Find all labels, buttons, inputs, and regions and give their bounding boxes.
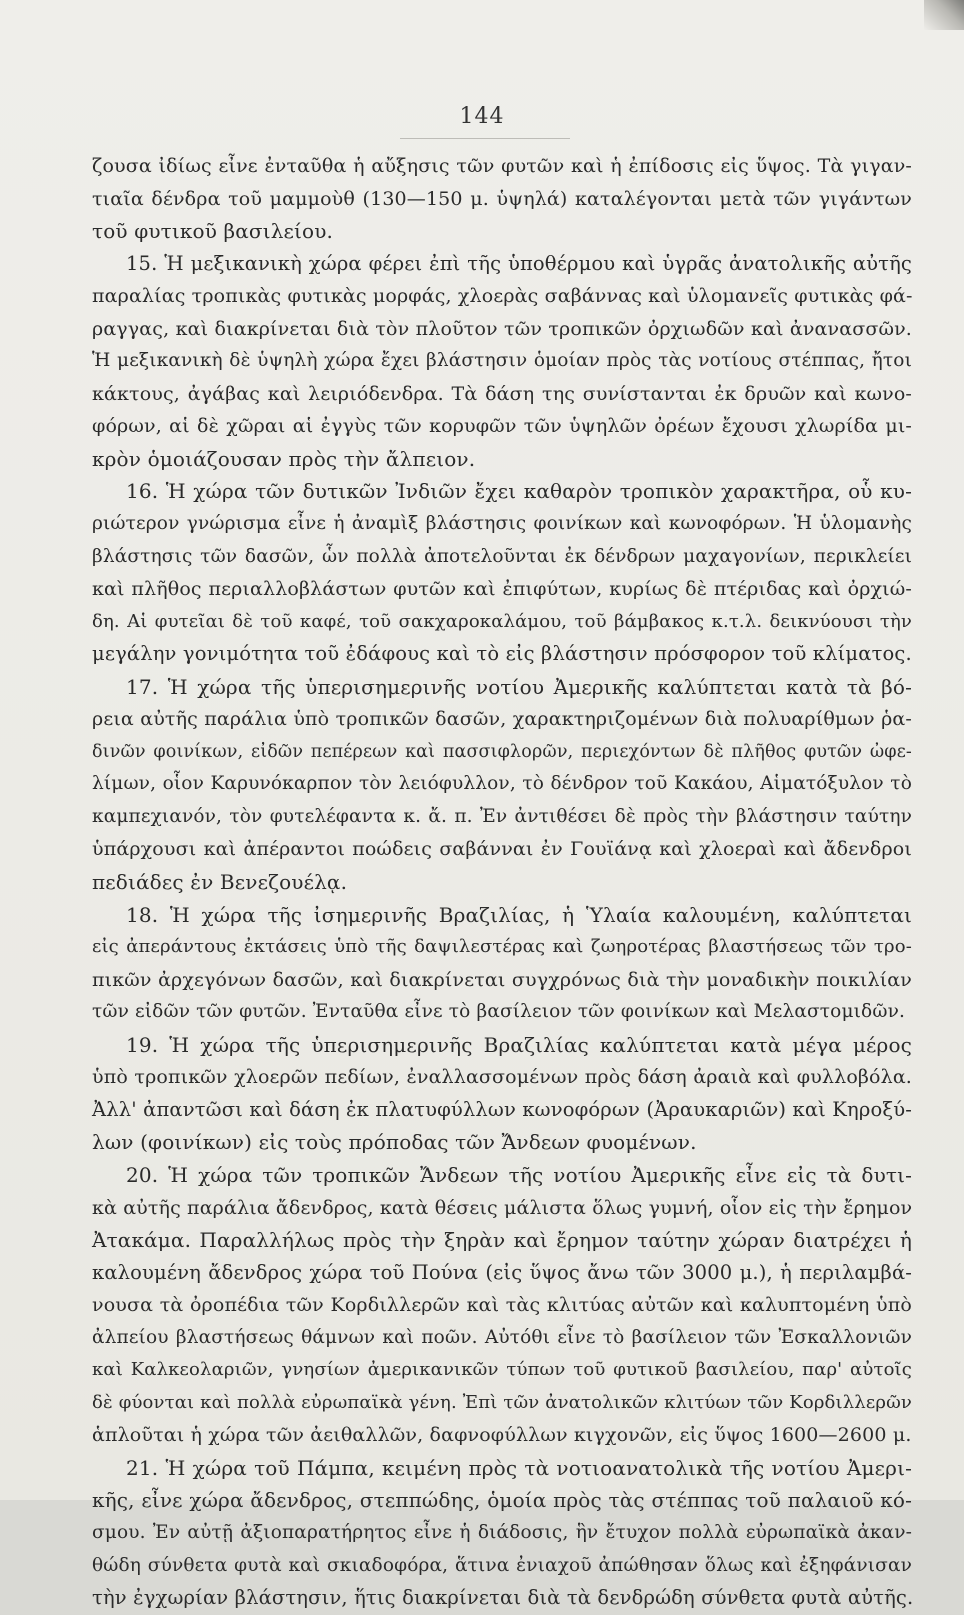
text-line: Ἀτακάμα. Παραλλήλως πρὸς τὴν ξηρὰν καὶ ἔρημον ταύτην χώραν διατρέχει ἡ [92, 1228, 912, 1253]
text-line: πεδιάδες ἐν Βενεζουέλᾳ. [92, 870, 348, 895]
text-line: μεγάλην γονιμότητα τοῦ ἐδάφους καὶ τὸ εἰς βλάστησιν πρόσφορον τοῦ κλίματος. [92, 642, 912, 666]
text-line: 18. Ἡ χώρα τῆς ἰσημερινῆς Βραζιλίας, ἡ Ὑλαία καλουμένη, καλύπτεται [126, 902, 912, 927]
text-line: λίμων, οἷον Καρυνόκαρπον τὸν λειόφυλλον, τὸ δένδρον τοῦ Κακάου, Αἱματόξυλον τὸ [92, 773, 912, 795]
text-line: τιαῖα δένδρα τοῦ μαμμοὺθ (130—150 μ. ὑψηλά) καταλέγονται μετὰ τῶν γιγάντων [92, 187, 912, 210]
text-line: κὰ αὐτῆς παράλια ἄδενδρος, κατὰ θέσεις μάλιστα ὅλως γυμνή, οἷον εἰς τὴν ἔρημον [92, 1196, 913, 1219]
text-line: τῶν εἰδῶν τῶν φυτῶν. Ἐνταῦθα εἶνε τὸ βασίλειον τῶν φοινίκων καὶ Μελαστομιδῶν. [92, 1001, 906, 1023]
text-line: καὶ Καλκεολαριῶν, γνησίων ἀμερικανικῶν τύπων τοῦ φυτικοῦ βασιλείου, παρ' αὐτοῖς [92, 1359, 912, 1381]
text-line: 21. Ἡ χώρα τοῦ Πάμπα, κειμένη πρὸς τὰ νοτιοανατολικὰ τῆς νοτίου Ἀμερι- [126, 1455, 912, 1480]
text-line: φόρων, αἱ δὲ χῶραι αἱ ἐγγὺς τῶν κορυφῶν τῶν ὑψηλῶν ὀρέων ἔχουσι χλωρίδα μι- [92, 415, 912, 438]
text-line: παραλίας τροπικὰς φυτικὰς μορφάς, χλοερὰς σαβάννας καὶ ὑλομανεῖς φυτικὰς φά- [92, 285, 913, 308]
text-line: κρὸν ὁμοιάζουσαν πρὸς τὴν ἄλπειον. [92, 446, 476, 471]
header-rule [400, 138, 570, 139]
page-number: 144 [459, 104, 505, 129]
text-line: ραγγας, καὶ διακρίνεται διὰ τὸν πλοῦτον τῶν τροπικῶν ὀρχιωδῶν καὶ ἀνανασσῶν. [92, 317, 912, 340]
text-line: δη. Αἱ φυτεῖαι δὲ τοῦ καφέ, τοῦ σακχαροκαλάμου, τοῦ βάμβακος κ.τ.λ. δεικνύουσι τὴν [92, 610, 912, 632]
text-line: 20. Ἡ χώρα τῶν τροπικῶν Ἄνδεων τῆς νοτίου Ἀμερικῆς εἶνε εἰς τὰ δυτι- [126, 1162, 912, 1187]
text-line: εἰς ἀπεράντους ἐκτάσεις ὑπὸ τῆς δαψιλεστέρας καὶ ζωηροτέρας βλαστήσεως τῶν τρο- [92, 936, 912, 958]
text-line: καλουμένη ἄδενδρος χώρα τοῦ Πούνα (εἰς ὕψος ἄνω τῶν 3000 μ.), ἡ περιλαμβά- [92, 1260, 912, 1284]
text-line: σμου. Ἐν αὐτῇ ἀξιοπαρατήρητος εἶνε ἡ διάδοσις, ἣν ἔτυχον πολλὰ εὐρωπαϊκὰ ἀκαν- [92, 1521, 912, 1543]
text-line: καμπεχιανόν, τὸν φυτελέφαντα κ. ἄ. π. Ἐν ἀντιθέσει δὲ πρὸς τὴν βλάστησιν ταύτην [92, 805, 912, 827]
text-line: 19. Ἡ χώρα τῆς ὑπερισημερινῆς Βραζιλίας καλύπτεται κατὰ μέγα μέρος [126, 1032, 912, 1057]
body-text [92, 150, 912, 1615]
text-line: ὑπὸ τροπικῶν χλοερῶν πεδίων, ἐναλλασσομένων πρὸς δάση ἀραιὰ καὶ φυλλοβόλα. [92, 1066, 912, 1089]
text-line: ὑπάρχουσι καὶ ἀπέραντοι ποώδεις σαβάνναι ἐν Γουϊάνᾳ καὶ χλοεραὶ καὶ ἄδενδροι [92, 838, 912, 861]
page-corner-shadow [924, 0, 964, 30]
text-line: 15. Ἡ μεξικανικὴ χώρα φέρει ἐπὶ τῆς ὑποθέρμου καὶ ὑγρᾶς ἀνατολικῆς αὐτῆς [126, 251, 912, 275]
text-line: ριώτερον γνώρισμα εἶνε ἡ ἀναμὶξ βλάστησις φοινίκων καὶ κωνοφόρων. Ἡ ὑλομανὴς [92, 513, 912, 535]
text-line: 16. Ἡ χώρα τῶν δυτικῶν Ἰνδιῶν ἔχει καθαρὸν τροπικὸν χαρακτῆρα, οὗ κυ- [126, 479, 912, 504]
text-line: δὲ φύονται καὶ πολλὰ εὐρωπαϊκὰ γένη. Ἐπὶ τῶν ἀνατολικῶν κλιτύων τῶν Κορδιλλερῶν [92, 1391, 912, 1413]
text-line: ζουσα ἰδίως εἶνε ἐνταῦθα ἡ αὔξησις τῶν φυτῶν καὶ ἡ ἐπίδοσις εἰς ὕψος. Τὰ γιγαν- [92, 155, 912, 177]
text-line: Ἀλλ' ἀπαντῶσι καὶ δάση ἐκ πλατυφύλλων κωνοφόρων (Ἀραυκαριῶν) καὶ Κηροξύ- [92, 1097, 912, 1121]
text-line: τοῦ φυτικοῦ βασιλείου. [92, 219, 334, 244]
text-line: Ἡ μεξικανικὴ δὲ ὑψηλὴ χώρα ἔχει βλάστησιν ὁμοίαν πρὸς τὰς νοτίους στέππας, ἤτοι [92, 350, 912, 372]
text-line: θώδη σύνθετα φυτὰ καὶ σκιαδοφόρα, ἅτινα ἐνιαχοῦ ἀπώθησαν ὅλως καὶ ἐξηφάνισαν [92, 1554, 912, 1576]
text-line: πικῶν ἀρχεγόνων δασῶν, καὶ διακρίνεται συγχρόνως διὰ τὴν μοναδικὴν ποικιλίαν [92, 968, 912, 991]
text-line: κῆς, εἶνε χώρα ἄδενδρος, στεππώδης, ὁμοία πρὸς τὰς στέππας τοῦ παλαιοῦ κό- [92, 1488, 912, 1513]
text-line: ἀλπείου βλαστήσεως θάμνων καὶ ποῶν. Αὐτόθι εἶνε τὸ βασίλειον τῶν Ἐσκαλλονιῶν [92, 1326, 912, 1348]
text-line: κάκτους, ἀγάβας καὶ λειριόδενδρα. Τὰ δάση της συνίστανται ἐκ δρυῶν καὶ κωνο- [92, 382, 912, 405]
text-line: δινῶν φοινίκων, εἰδῶν πεπέρεων καὶ πασσιφλορῶν, περιεχόντων δὲ πλῆθος φυτῶν ὠφε- [92, 741, 912, 762]
text-line: βλάστησις τῶν δασῶν, ὧν πολλὰ ἀποτελοῦνται ἐκ δένδρων μαχαγονίων, περικλείει [92, 545, 912, 567]
text-line: νουσα τὰ ὀροπέδια τῶν Κορδιλλερῶν καὶ τὰς κλιτύας αὐτῶν καὶ καλυπτομένη ὑπὸ [92, 1294, 912, 1317]
text-line: ρεια αὐτῆς παράλια ὑπὸ τροπικῶν δασῶν, χαρακτηριζομένων διὰ πολυαρίθμων ῥα- [92, 708, 912, 731]
text-line: τὴν ἐγχωρίαν βλάστησιν, ἥτις διακρίνεται διὰ τὰ δενδρώδη σύνθετα φυτὰ αὐτῆς. [92, 1586, 914, 1610]
text-line: 17. Ἡ χώρα τῆς ὑπερισημερινῆς νοτίου Ἀμερικῆς καλύπτεται κατὰ τὰ βό- [126, 674, 912, 699]
text-line: λων (φοινίκων) εἰς τοὺς πρόποδας τῶν Ἄνδεων φυομένων. [92, 1130, 697, 1155]
text-line: καὶ πλῆθος περιαλλοβλάστων φυτῶν καὶ ἐπιφύτων, κυρίως δὲ πτέριδας καὶ ὀρχιώ- [92, 578, 912, 601]
text-line: ἁπλοῦται ἡ χώρα τῶν ἀειθαλλῶν, δαφνοφύλλων κιγχονῶν, εἰς ὕψος 1600—2600 μ. [92, 1424, 912, 1447]
